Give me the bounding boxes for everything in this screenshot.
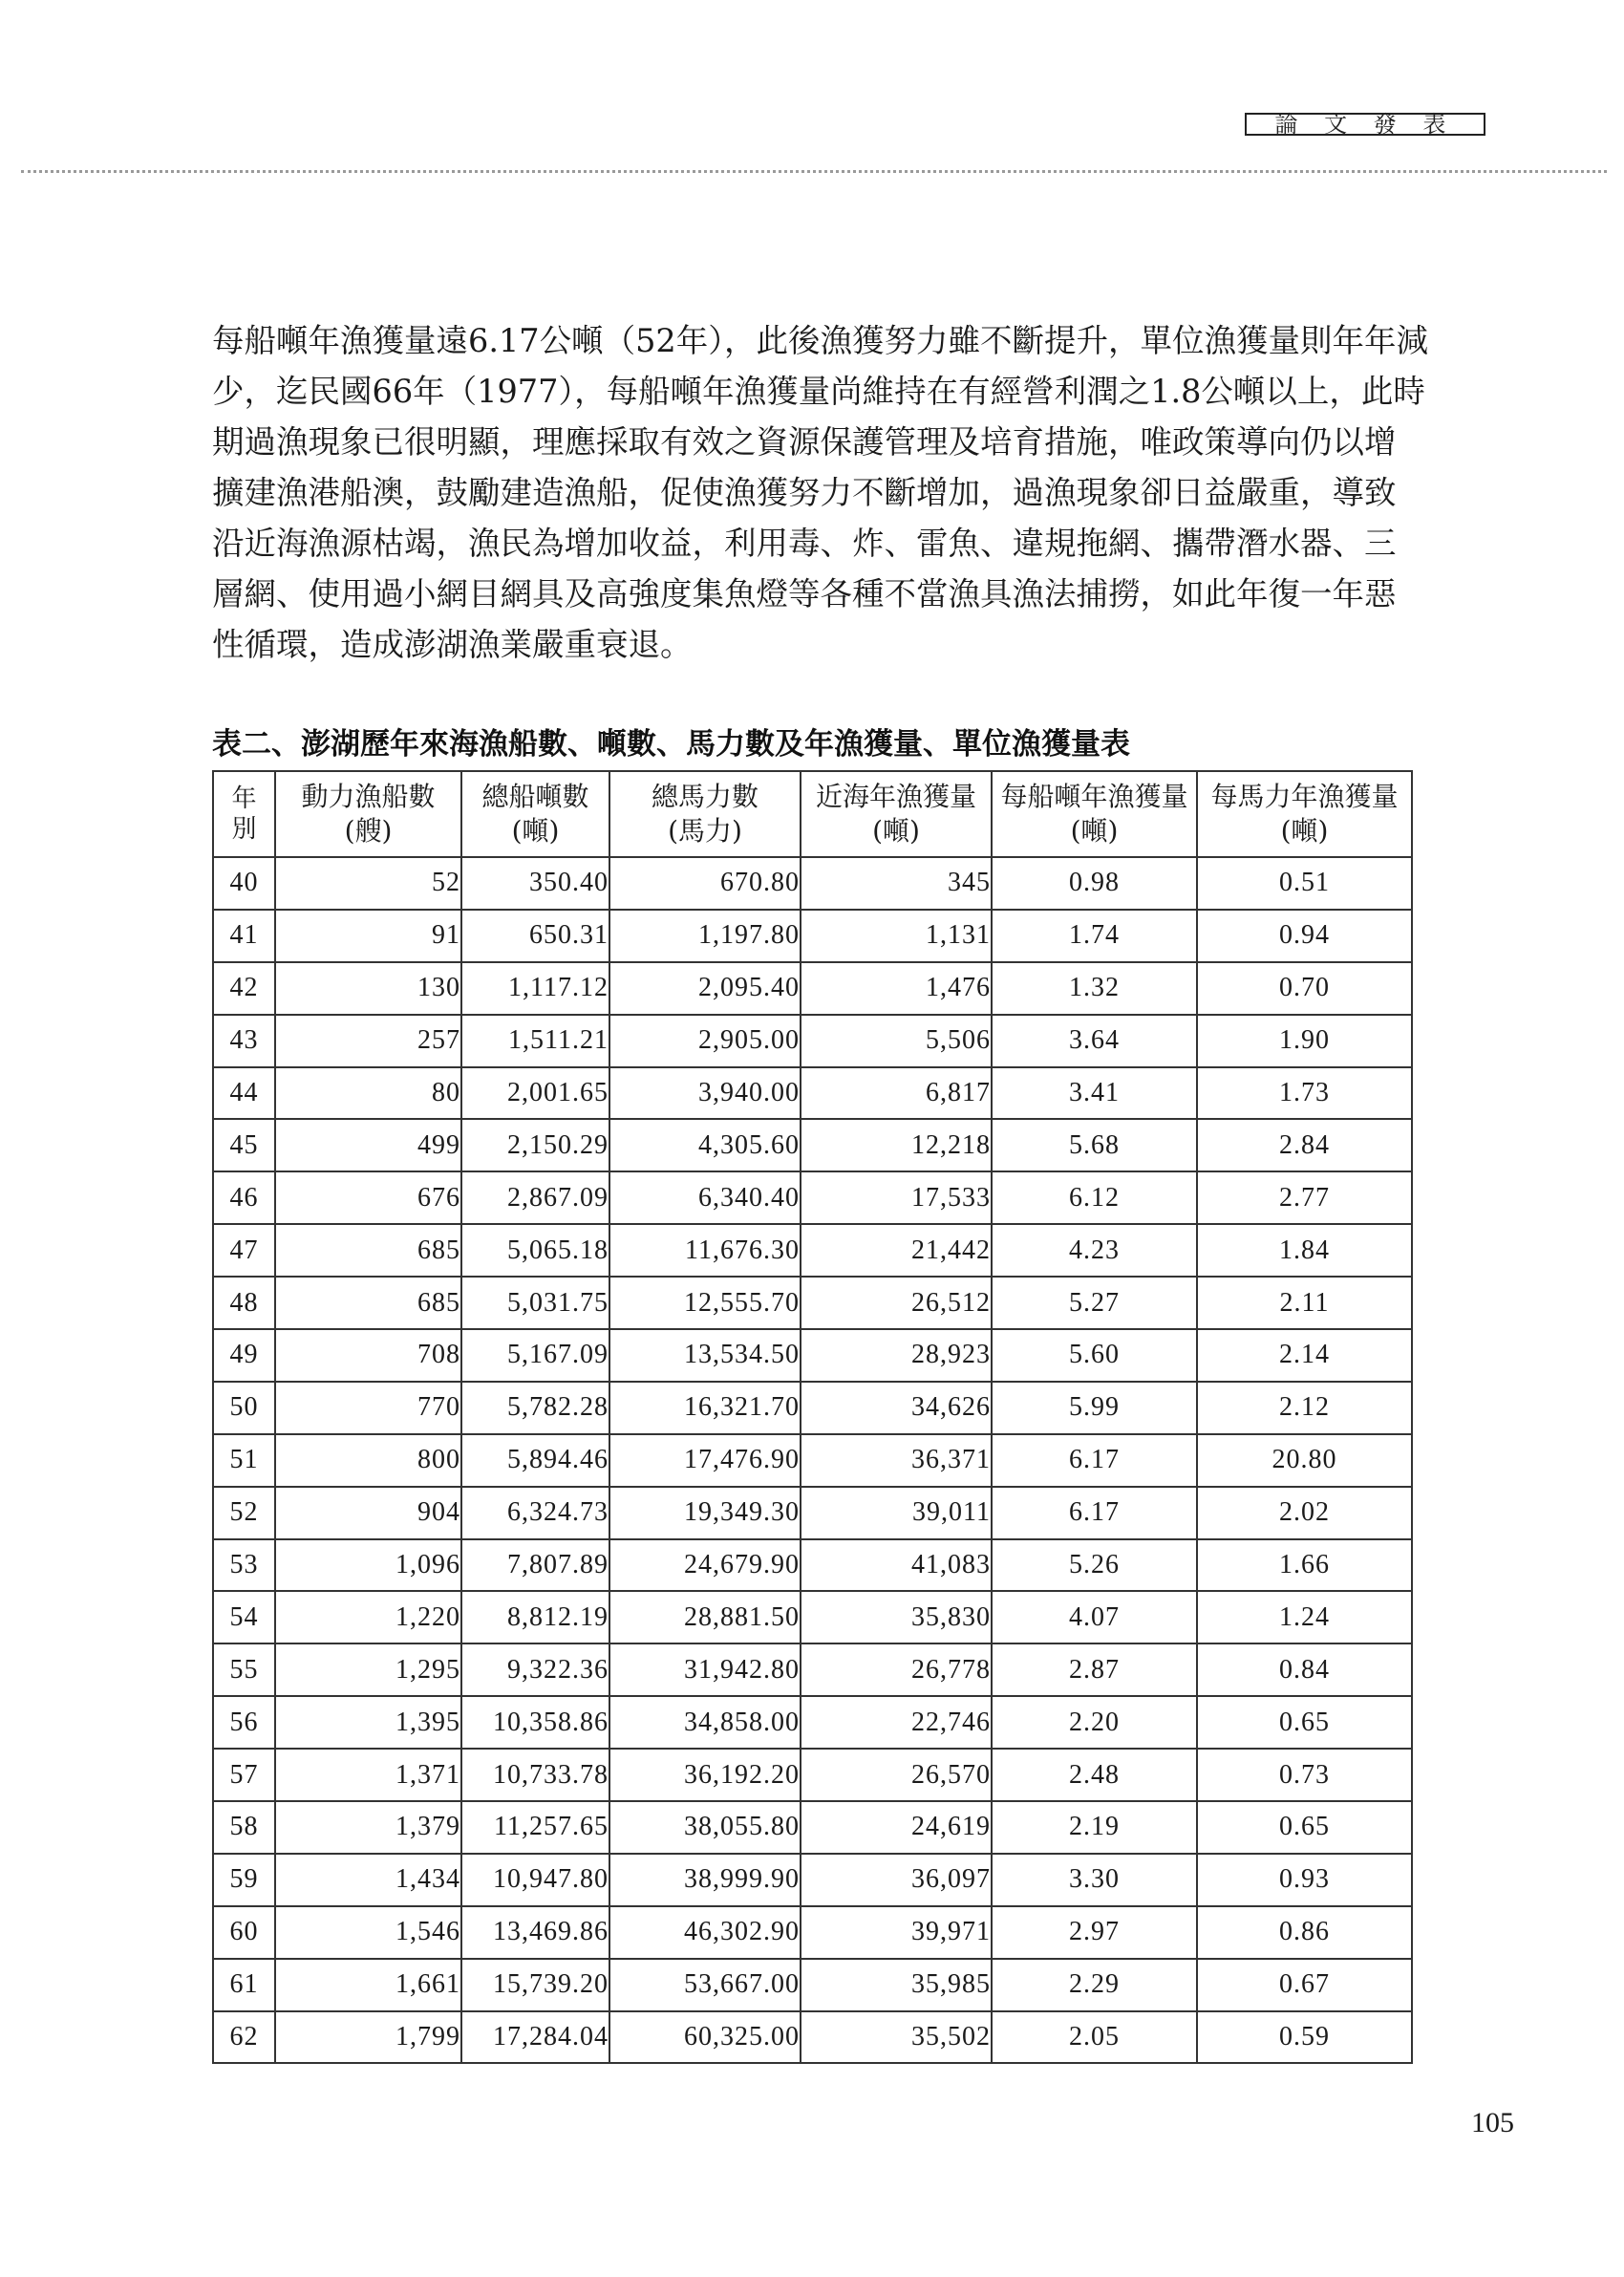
cell-total-tonnage: 2,867.09 xyxy=(461,1171,609,1224)
cell-year: 54 xyxy=(213,1591,275,1643)
cell-total-tonnage: 7,807.89 xyxy=(461,1539,609,1592)
cell-annual-catch: 26,512 xyxy=(801,1277,992,1329)
table-row xyxy=(213,1749,1412,1801)
cell-catch-per-ton: 2.19 xyxy=(992,1801,1197,1854)
cell-powered-boats: 91 xyxy=(275,910,461,962)
table-caption: 表二、澎湖歷年來海漁船數、噸數、馬力數及年漁獲量、單位漁獲量表 xyxy=(212,727,1130,762)
cell-year: 60 xyxy=(213,1906,275,1959)
cell-total-horsepower: 19,349.30 xyxy=(609,1487,801,1539)
cell-powered-boats: 708 xyxy=(275,1329,461,1382)
cell-catch-per-hp: 0.67 xyxy=(1197,1959,1412,2011)
cell-total-tonnage: 6,324.73 xyxy=(461,1487,609,1539)
cell-catch-per-ton: 5.68 xyxy=(992,1119,1197,1171)
table-row xyxy=(213,1801,1412,1854)
cell-total-horsepower: 1,197.80 xyxy=(609,910,801,962)
cell-year: 55 xyxy=(213,1643,275,1696)
cell-catch-per-ton: 2.05 xyxy=(992,2011,1197,2064)
table-header-row xyxy=(213,771,1412,857)
body-line: 每船噸年漁獲量遠6.17公噸（52年），此後漁獲努力雖不斷提升，單位漁獲量則年年減 xyxy=(212,322,1428,359)
cell-catch-per-hp: 2.02 xyxy=(1197,1487,1412,1539)
cell-annual-catch: 5,506 xyxy=(801,1015,992,1067)
cell-catch-per-ton: 1.74 xyxy=(992,910,1197,962)
cell-powered-boats: 685 xyxy=(275,1224,461,1277)
cell-year: 42 xyxy=(213,962,275,1015)
cell-total-tonnage: 5,167.09 xyxy=(461,1329,609,1382)
cell-annual-catch: 36,097 xyxy=(801,1854,992,1906)
cell-catch-per-hp: 1.24 xyxy=(1197,1591,1412,1643)
cell-catch-per-ton: 5.26 xyxy=(992,1539,1197,1592)
cell-annual-catch: 26,778 xyxy=(801,1643,992,1696)
cell-powered-boats: 130 xyxy=(275,962,461,1015)
cell-powered-boats: 770 xyxy=(275,1382,461,1434)
table-row xyxy=(213,1434,1412,1487)
cell-catch-per-ton: 6.17 xyxy=(992,1487,1197,1539)
cell-annual-catch: 36,371 xyxy=(801,1434,992,1487)
cell-annual-catch: 26,570 xyxy=(801,1749,992,1801)
cell-catch-per-ton: 6.12 xyxy=(992,1171,1197,1224)
cell-total-horsepower: 31,942.80 xyxy=(609,1643,801,1696)
cell-catch-per-ton: 2.29 xyxy=(992,1959,1197,2011)
cell-total-horsepower: 11,676.30 xyxy=(609,1224,801,1277)
fishery-statistics-table xyxy=(212,770,1413,2064)
cell-year: 62 xyxy=(213,2011,275,2064)
cell-catch-per-ton: 2.48 xyxy=(992,1749,1197,1801)
body-line: 期過漁現象已很明顯，理應採取有效之資源保護管理及培育措施，唯政策導向仍以增 xyxy=(212,423,1397,461)
cell-total-tonnage: 10,733.78 xyxy=(461,1749,609,1801)
header-catch-per-ton: 每船噸年漁獲量 (噸) xyxy=(992,771,1197,857)
table-row xyxy=(213,1171,1412,1224)
cell-catch-per-hp: 1.90 xyxy=(1197,1015,1412,1067)
cell-powered-boats: 800 xyxy=(275,1434,461,1487)
cell-catch-per-ton: 1.32 xyxy=(992,962,1197,1015)
cell-total-horsepower: 36,192.20 xyxy=(609,1749,801,1801)
cell-catch-per-hp: 0.59 xyxy=(1197,2011,1412,2064)
cell-powered-boats: 1,379 xyxy=(275,1801,461,1854)
cell-powered-boats: 904 xyxy=(275,1487,461,1539)
cell-total-horsepower: 28,881.50 xyxy=(609,1591,801,1643)
cell-year: 53 xyxy=(213,1539,275,1592)
cell-catch-per-hp: 0.65 xyxy=(1197,1696,1412,1749)
cell-year: 47 xyxy=(213,1224,275,1277)
cell-powered-boats: 52 xyxy=(275,857,461,910)
cell-total-tonnage: 5,065.18 xyxy=(461,1224,609,1277)
header-powered-boats: 動力漁船數 (艘) xyxy=(275,771,461,857)
cell-annual-catch: 39,971 xyxy=(801,1906,992,1959)
cell-catch-per-ton: 5.27 xyxy=(992,1277,1197,1329)
cell-catch-per-ton: 4.07 xyxy=(992,1591,1197,1643)
cell-total-horsepower: 60,325.00 xyxy=(609,2011,801,2064)
cell-annual-catch: 6,817 xyxy=(801,1067,992,1120)
cell-total-tonnage: 8,812.19 xyxy=(461,1591,609,1643)
cell-total-horsepower: 4,305.60 xyxy=(609,1119,801,1171)
table-row xyxy=(213,1487,1412,1539)
cell-catch-per-ton: 2.20 xyxy=(992,1696,1197,1749)
cell-catch-per-hp: 2.14 xyxy=(1197,1329,1412,1382)
table-row xyxy=(213,1015,1412,1067)
cell-year: 41 xyxy=(213,910,275,962)
cell-catch-per-ton: 3.41 xyxy=(992,1067,1197,1120)
table-row xyxy=(213,1329,1412,1382)
cell-annual-catch: 41,083 xyxy=(801,1539,992,1592)
cell-total-tonnage: 15,739.20 xyxy=(461,1959,609,2011)
cell-total-horsepower: 12,555.70 xyxy=(609,1277,801,1329)
cell-powered-boats: 80 xyxy=(275,1067,461,1120)
cell-powered-boats: 499 xyxy=(275,1119,461,1171)
cell-year: 44 xyxy=(213,1067,275,1120)
cell-catch-per-hp: 20.80 xyxy=(1197,1434,1412,1487)
cell-year: 49 xyxy=(213,1329,275,1382)
cell-total-horsepower: 38,999.90 xyxy=(609,1854,801,1906)
cell-total-tonnage: 5,782.28 xyxy=(461,1382,609,1434)
header-divider xyxy=(21,170,1607,173)
cell-year: 56 xyxy=(213,1696,275,1749)
cell-catch-per-hp: 0.86 xyxy=(1197,1906,1412,1959)
cell-total-horsepower: 17,476.90 xyxy=(609,1434,801,1487)
cell-powered-boats: 1,295 xyxy=(275,1643,461,1696)
table-row xyxy=(213,910,1412,962)
cell-year: 46 xyxy=(213,1171,275,1224)
cell-year: 45 xyxy=(213,1119,275,1171)
table-row xyxy=(213,1224,1412,1277)
cell-year: 58 xyxy=(213,1801,275,1854)
table-row xyxy=(213,1119,1412,1171)
cell-catch-per-hp: 2.12 xyxy=(1197,1382,1412,1434)
cell-catch-per-ton: 0.98 xyxy=(992,857,1197,910)
cell-total-horsepower: 6,340.40 xyxy=(609,1171,801,1224)
cell-catch-per-hp: 1.73 xyxy=(1197,1067,1412,1120)
table-row xyxy=(213,962,1412,1015)
cell-catch-per-hp: 2.11 xyxy=(1197,1277,1412,1329)
cell-total-horsepower: 53,667.00 xyxy=(609,1959,801,2011)
cell-catch-per-hp: 0.94 xyxy=(1197,910,1412,962)
table-row xyxy=(213,1382,1412,1434)
cell-powered-boats: 1,096 xyxy=(275,1539,461,1592)
body-paragraph xyxy=(212,315,1428,670)
cell-powered-boats: 1,799 xyxy=(275,2011,461,2064)
cell-year: 52 xyxy=(213,1487,275,1539)
cell-annual-catch: 35,985 xyxy=(801,1959,992,2011)
cell-total-horsepower: 46,302.90 xyxy=(609,1906,801,1959)
cell-total-horsepower: 24,679.90 xyxy=(609,1539,801,1592)
cell-year: 59 xyxy=(213,1854,275,1906)
table-row xyxy=(213,1854,1412,1906)
cell-catch-per-ton: 3.64 xyxy=(992,1015,1197,1067)
cell-catch-per-ton: 6.17 xyxy=(992,1434,1197,1487)
cell-catch-per-hp: 1.66 xyxy=(1197,1539,1412,1592)
cell-total-horsepower: 13,534.50 xyxy=(609,1329,801,1382)
cell-year: 43 xyxy=(213,1015,275,1067)
cell-catch-per-ton: 5.60 xyxy=(992,1329,1197,1382)
cell-annual-catch: 28,923 xyxy=(801,1329,992,1382)
cell-total-tonnage: 1,117.12 xyxy=(461,962,609,1015)
cell-annual-catch: 1,131 xyxy=(801,910,992,962)
cell-year: 57 xyxy=(213,1749,275,1801)
table-row xyxy=(213,1591,1412,1643)
cell-total-tonnage: 2,001.65 xyxy=(461,1067,609,1120)
cell-powered-boats: 676 xyxy=(275,1171,461,1224)
section-label: 論 文 發 表 xyxy=(1245,113,1485,136)
body-line: 性循環，造成澎湖漁業嚴重衰退。 xyxy=(212,626,693,663)
header-year: 年 別 xyxy=(213,771,275,857)
cell-annual-catch: 35,830 xyxy=(801,1591,992,1643)
body-line: 沿近海漁源枯竭，漁民為增加收益，利用毒、炸、雷魚、違規拖網、攜帶潛水器、三 xyxy=(212,525,1397,562)
cell-total-tonnage: 13,469.86 xyxy=(461,1906,609,1959)
cell-catch-per-ton: 2.97 xyxy=(992,1906,1197,1959)
cell-catch-per-ton: 4.23 xyxy=(992,1224,1197,1277)
cell-catch-per-hp: 0.51 xyxy=(1197,857,1412,910)
header-catch-per-hp: 每馬力年漁獲量 (噸) xyxy=(1197,771,1412,857)
body-line: 少，迄民國66年（1977），每船噸年漁獲量尚維持在有經營利潤之1.8公噸以上，此時 xyxy=(212,373,1425,410)
cell-catch-per-ton: 5.99 xyxy=(992,1382,1197,1434)
cell-total-horsepower: 38,055.80 xyxy=(609,1801,801,1854)
cell-year: 61 xyxy=(213,1959,275,2011)
cell-catch-per-hp: 0.84 xyxy=(1197,1643,1412,1696)
cell-powered-boats: 1,434 xyxy=(275,1854,461,1906)
header-total-horsepower: 總馬力數 (馬力) xyxy=(609,771,801,857)
table-row xyxy=(213,1696,1412,1749)
cell-catch-per-hp: 2.77 xyxy=(1197,1171,1412,1224)
cell-catch-per-hp: 1.84 xyxy=(1197,1224,1412,1277)
cell-powered-boats: 1,371 xyxy=(275,1749,461,1801)
cell-total-tonnage: 10,358.86 xyxy=(461,1696,609,1749)
page-number: 105 xyxy=(1471,2107,1514,2138)
cell-total-tonnage: 1,511.21 xyxy=(461,1015,609,1067)
cell-powered-boats: 1,395 xyxy=(275,1696,461,1749)
cell-year: 40 xyxy=(213,857,275,910)
cell-annual-catch: 12,218 xyxy=(801,1119,992,1171)
cell-total-tonnage: 5,894.46 xyxy=(461,1434,609,1487)
cell-total-tonnage: 2,150.29 xyxy=(461,1119,609,1171)
table-row xyxy=(213,1959,1412,2011)
cell-year: 51 xyxy=(213,1434,275,1487)
cell-total-tonnage: 350.40 xyxy=(461,857,609,910)
cell-total-tonnage: 17,284.04 xyxy=(461,2011,609,2064)
cell-total-horsepower: 34,858.00 xyxy=(609,1696,801,1749)
cell-annual-catch: 34,626 xyxy=(801,1382,992,1434)
header-total-tonnage: 總船噸數 (噸) xyxy=(461,771,609,857)
cell-powered-boats: 257 xyxy=(275,1015,461,1067)
table-row xyxy=(213,1539,1412,1592)
table-row xyxy=(213,2011,1412,2064)
cell-annual-catch: 22,746 xyxy=(801,1696,992,1749)
cell-catch-per-hp: 0.70 xyxy=(1197,962,1412,1015)
cell-catch-per-hp: 0.93 xyxy=(1197,1854,1412,1906)
table-row xyxy=(213,1643,1412,1696)
table-row xyxy=(213,1067,1412,1120)
cell-total-horsepower: 2,905.00 xyxy=(609,1015,801,1067)
table-row xyxy=(213,1277,1412,1329)
body-line: 層網、使用過小網目網具及高強度集魚燈等各種不當漁具漁法捕撈，如此年復一年惡 xyxy=(212,575,1397,612)
header-annual-catch: 近海年漁獲量 (噸) xyxy=(801,771,992,857)
cell-total-tonnage: 10,947.80 xyxy=(461,1854,609,1906)
cell-powered-boats: 685 xyxy=(275,1277,461,1329)
cell-annual-catch: 21,442 xyxy=(801,1224,992,1277)
cell-total-horsepower: 670.80 xyxy=(609,857,801,910)
cell-total-horsepower: 16,321.70 xyxy=(609,1382,801,1434)
cell-annual-catch: 345 xyxy=(801,857,992,910)
cell-annual-catch: 1,476 xyxy=(801,962,992,1015)
cell-total-tonnage: 650.31 xyxy=(461,910,609,962)
cell-total-horsepower: 3,940.00 xyxy=(609,1067,801,1120)
cell-catch-per-hp: 0.65 xyxy=(1197,1801,1412,1854)
cell-annual-catch: 17,533 xyxy=(801,1171,992,1224)
cell-catch-per-hp: 2.84 xyxy=(1197,1119,1412,1171)
cell-powered-boats: 1,220 xyxy=(275,1591,461,1643)
body-line: 擴建漁港船澳，鼓勵建造漁船，促使漁獲努力不斷增加，過漁現象卻日益嚴重，導致 xyxy=(212,474,1397,511)
cell-catch-per-hp: 0.73 xyxy=(1197,1749,1412,1801)
cell-powered-boats: 1,546 xyxy=(275,1906,461,1959)
table-row xyxy=(213,1906,1412,1959)
cell-total-tonnage: 5,031.75 xyxy=(461,1277,609,1329)
cell-annual-catch: 24,619 xyxy=(801,1801,992,1854)
cell-total-tonnage: 11,257.65 xyxy=(461,1801,609,1854)
cell-year: 50 xyxy=(213,1382,275,1434)
cell-catch-per-ton: 2.87 xyxy=(992,1643,1197,1696)
cell-annual-catch: 39,011 xyxy=(801,1487,992,1539)
cell-catch-per-ton: 3.30 xyxy=(992,1854,1197,1906)
cell-total-horsepower: 2,095.40 xyxy=(609,962,801,1015)
table-row xyxy=(213,857,1412,910)
cell-total-tonnage: 9,322.36 xyxy=(461,1643,609,1696)
cell-year: 48 xyxy=(213,1277,275,1329)
cell-annual-catch: 35,502 xyxy=(801,2011,992,2064)
cell-powered-boats: 1,661 xyxy=(275,1959,461,2011)
